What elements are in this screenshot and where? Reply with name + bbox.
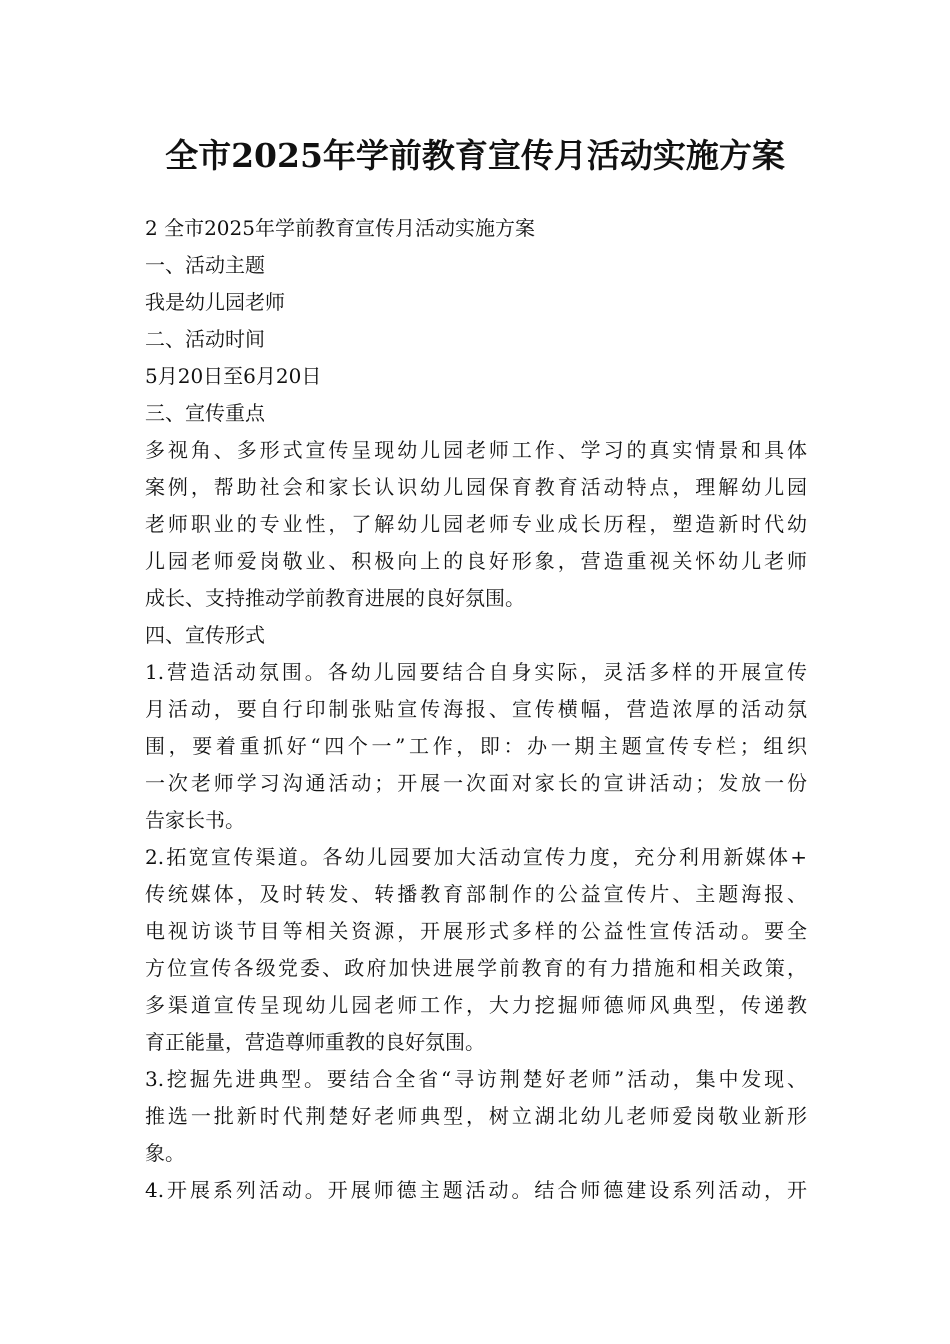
body-line: 月活动，要自行印制张贴宣传海报、宣传横幅，营造浓厚的活动氛 bbox=[145, 697, 807, 721]
body-line: 一、活动主题 bbox=[145, 253, 265, 277]
body-line: 推选一批新时代荆楚好老师典型，树立湖北幼儿老师爱岗敬业新形 bbox=[145, 1104, 807, 1128]
body-line: 5月20日至6月20日 bbox=[145, 364, 322, 388]
body-line: 一次老师学习沟通活动；开展一次面对家长的宣讲活动；发放一份 bbox=[145, 771, 807, 795]
body-line: 2 全市2025年学前教育宣传月活动实施方案 bbox=[145, 216, 535, 240]
document-title: 全市2025年学前教育宣传月活动实施方案 bbox=[165, 136, 785, 175]
body-line: 案例，帮助社会和家长认识幼儿园保育教育活动特点，理解幼儿园 bbox=[145, 475, 807, 499]
body-line: 成长、支持推动学前教育进展的良好氛围。 bbox=[145, 586, 525, 610]
body-line: 象。 bbox=[145, 1141, 185, 1165]
body-line: 二、活动时间 bbox=[145, 327, 265, 351]
body-line: 我是幼儿园老师 bbox=[145, 290, 285, 314]
body-line: 育正能量，营造尊师重教的良好氛围。 bbox=[145, 1030, 485, 1054]
body-line: 方位宣传各级党委、政府加快进展学前教育的有力措施和相关政策， bbox=[145, 956, 807, 980]
body-line: 2.拓宽宣传渠道。各幼儿园要加大活动宣传力度，充分利用新媒体+ bbox=[145, 845, 807, 869]
body-line: 3.挖掘先进典型。要结合全省“寻访荆楚好老师”活动，集中发现、 bbox=[145, 1067, 807, 1091]
body-line: 三、宣传重点 bbox=[145, 401, 265, 425]
body-line: 4.开展系列活动。开展师德主题活动。结合师德建设系列活动，开 bbox=[145, 1178, 807, 1202]
body-line: 多视角、多形式宣传呈现幼儿园老师工作、学习的真实情景和具体 bbox=[145, 438, 807, 462]
body-line: 告家长书。 bbox=[145, 808, 245, 832]
body-line: 传统媒体，及时转发、转播教育部制作的公益宣传片、主题海报、 bbox=[145, 882, 807, 906]
body-line: 1.营造活动氛围。各幼儿园要结合自身实际，灵活多样的开展宣传 bbox=[145, 660, 807, 684]
body-line: 四、宣传形式 bbox=[145, 623, 265, 647]
body-line: 儿园老师爱岗敬业、积极向上的良好形象，营造重视关怀幼儿老师 bbox=[145, 549, 807, 573]
body-line: 电视访谈节目等相关资源，开展形式多样的公益性宣传活动。要全 bbox=[145, 919, 807, 943]
body-line: 围，要着重抓好“四个一”工作，即：办一期主题宣传专栏；组织 bbox=[145, 734, 807, 758]
document-body bbox=[145, 210, 807, 1209]
body-line: 老师职业的专业性，了解幼儿园老师专业成长历程，塑造新时代幼 bbox=[145, 512, 807, 536]
body-line: 多渠道宣传呈现幼儿园老师工作，大力挖掘师德师风典型，传递教 bbox=[145, 993, 807, 1017]
